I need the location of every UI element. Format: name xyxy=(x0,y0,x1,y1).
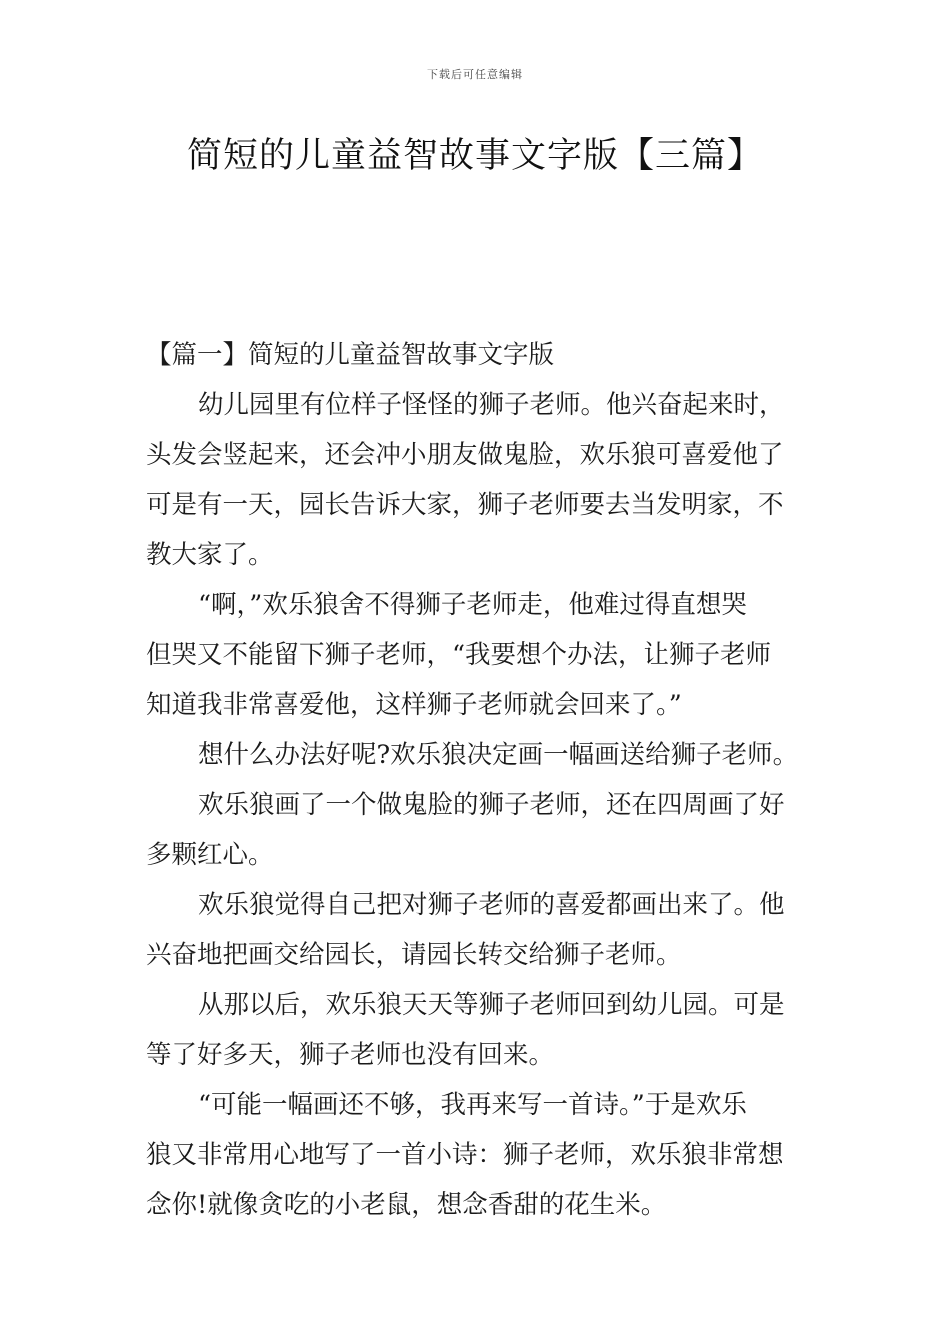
paragraph xyxy=(146,880,811,980)
paragraph xyxy=(146,730,811,780)
paragraph-line: 幼儿园里有位样子怪怪的狮子老师。他兴奋起来时， xyxy=(198,390,785,420)
paragraph-line: “啊，”欢乐狼舍不得狮子老师走，他难过得直想哭 xyxy=(198,590,747,620)
paragraph-line: 多颗红心。 xyxy=(146,840,274,870)
paragraph-line: 兴奋地把画交给园长，请园长转交给狮子老师。 xyxy=(146,940,682,970)
paragraph xyxy=(146,580,811,730)
document-title: 简短的儿童益智故事文字版【三篇】 xyxy=(186,136,763,176)
header-note: 下载后可任意编辑 xyxy=(427,68,523,81)
paragraph-line: 但哭又不能留下狮子老师，“我要想个办法，让狮子老师 xyxy=(146,640,772,670)
paragraph xyxy=(146,980,811,1080)
paragraph-line: 念你!就像贪吃的小老鼠，想念香甜的花生米。 xyxy=(146,1190,667,1220)
paragraph-line: 欢乐狼画了一个做鬼脸的狮子老师，还在四周画了好 xyxy=(198,790,785,820)
paragraph-line: 狼又非常用心地写了一首小诗：狮子老师，欢乐狼非常想 xyxy=(146,1140,784,1170)
paragraph xyxy=(146,1080,811,1230)
section-heading: 【篇一】简短的儿童益智故事文字版 xyxy=(146,340,555,370)
document-body xyxy=(146,330,811,1230)
paragraph xyxy=(146,780,811,880)
paragraph-line: 欢乐狼觉得自己把对狮子老师的喜爱都画出来了。他 xyxy=(198,890,785,920)
paragraph-line: 从那以后，欢乐狼天天等狮子老师回到幼儿园。可是 xyxy=(198,990,785,1020)
paragraph-line: 头发会竖起来，还会冲小朋友做鬼脸，欢乐狼可喜爱他了 xyxy=(146,440,784,470)
paragraph-line: 知道我非常喜爱他，这样狮子老师就会回来了。” xyxy=(146,690,682,720)
paragraph-line: 可是有一天，园长告诉大家，狮子老师要去当发明家，不 xyxy=(146,490,784,520)
paragraph-line: “可能一幅画还不够，我再来写一首诗。”于是欢乐 xyxy=(198,1090,747,1120)
paragraph xyxy=(146,380,811,580)
paragraph-line: 教大家了。 xyxy=(146,540,274,570)
paragraph-line: 想什么办法好呢?欢乐狼决定画一幅画送给狮子老师。 xyxy=(198,740,799,770)
paragraph-line: 等了好多天，狮子老师也没有回来。 xyxy=(146,1040,555,1070)
paragraph-list xyxy=(146,380,811,1230)
